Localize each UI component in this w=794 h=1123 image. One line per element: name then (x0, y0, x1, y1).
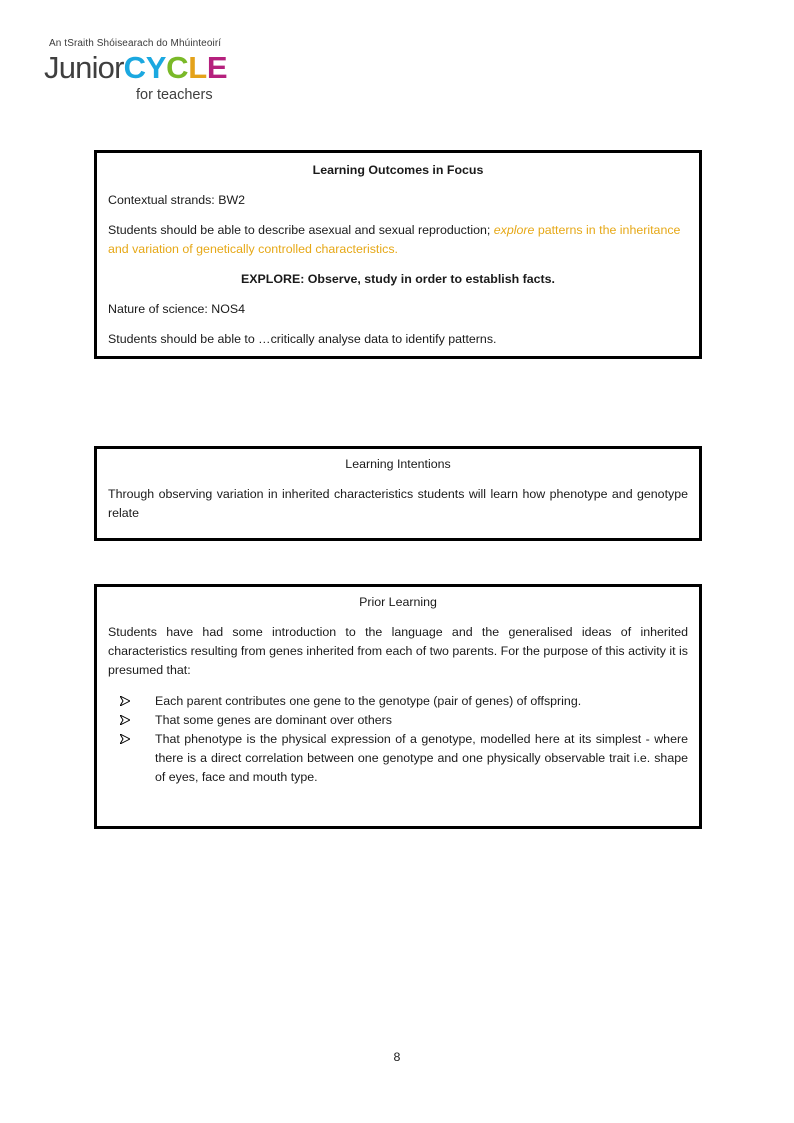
list-item-text: That some genes are dominant over others (155, 713, 392, 727)
prior-learning-list (120, 692, 688, 787)
logo-letter-l: L (188, 50, 207, 85)
contextual-strands: Contextual strands: BW2 (108, 193, 246, 207)
learning-outcomes-box (94, 150, 702, 359)
page-number: 8 (393, 1050, 401, 1064)
prior-learning-box (94, 584, 702, 829)
outcome-prefix: Students should be able to describe asexual and sexual reproduction; (108, 223, 494, 237)
list-item (120, 692, 688, 711)
logo-tagline: An tSraith Shóisearach do Mhúinteoirí (49, 38, 222, 49)
logo-letter-y: Y (145, 50, 167, 85)
arrowhead-bullet-icon (120, 715, 130, 725)
arrowhead-bullet-icon (120, 696, 130, 706)
learning-outcomes-title: Learning Outcomes in Focus (312, 163, 484, 177)
prior-learning-title: Prior Learning (359, 595, 437, 609)
junior-cycle-logo (44, 38, 228, 108)
outcome-explore-keyword: explore (493, 223, 535, 237)
list-item-text: Each parent contributes one gene to the genotype (pair of genes) of offspring. (155, 694, 582, 708)
outcome-rest: patterns in the inheritance and variation of genetically controlled characteristics. (108, 223, 681, 256)
list-item (120, 711, 688, 730)
nature-of-science: Nature of science: NOS4 (108, 302, 246, 316)
learning-intentions-title: Learning Intentions (345, 457, 451, 471)
logo-cycle (124, 50, 228, 85)
logo-letter-e: E (206, 50, 228, 85)
logo-letter-c2: C (166, 50, 189, 85)
logo-letter-c: C (123, 50, 146, 85)
explore-definition: EXPLORE: Observe, study in order to establish facts. (241, 272, 555, 286)
nature-of-science-outcome: Students should be able to …critically analyse data to identify patterns. (108, 332, 497, 346)
list-item (120, 730, 688, 787)
arrowhead-bullet-icon (120, 734, 130, 744)
learning-outcome-text (108, 221, 688, 259)
logo-junior: Junior (44, 50, 124, 85)
logo-wordmark (44, 51, 227, 85)
list-item-text: That phenotype is the physical expression of a genotype, modelled here at its simplest - where there is a direct correlation between one genotype and one physically observable trait i.e. shape of eyes, face and mouth type. (155, 732, 688, 784)
learning-intentions-box (94, 446, 702, 541)
prior-learning-intro: Students have had some introduction to the language and the generalised ideas of inherited characteristics resulting from genes inherited from each of two parents. For the purpose of this activity it is presumed that: (108, 625, 688, 677)
logo-subtitle: for teachers (136, 87, 213, 103)
learning-intentions-text: Through observing variation in inherited characteristics students will learn how phenotype and genotype relate (108, 487, 688, 520)
